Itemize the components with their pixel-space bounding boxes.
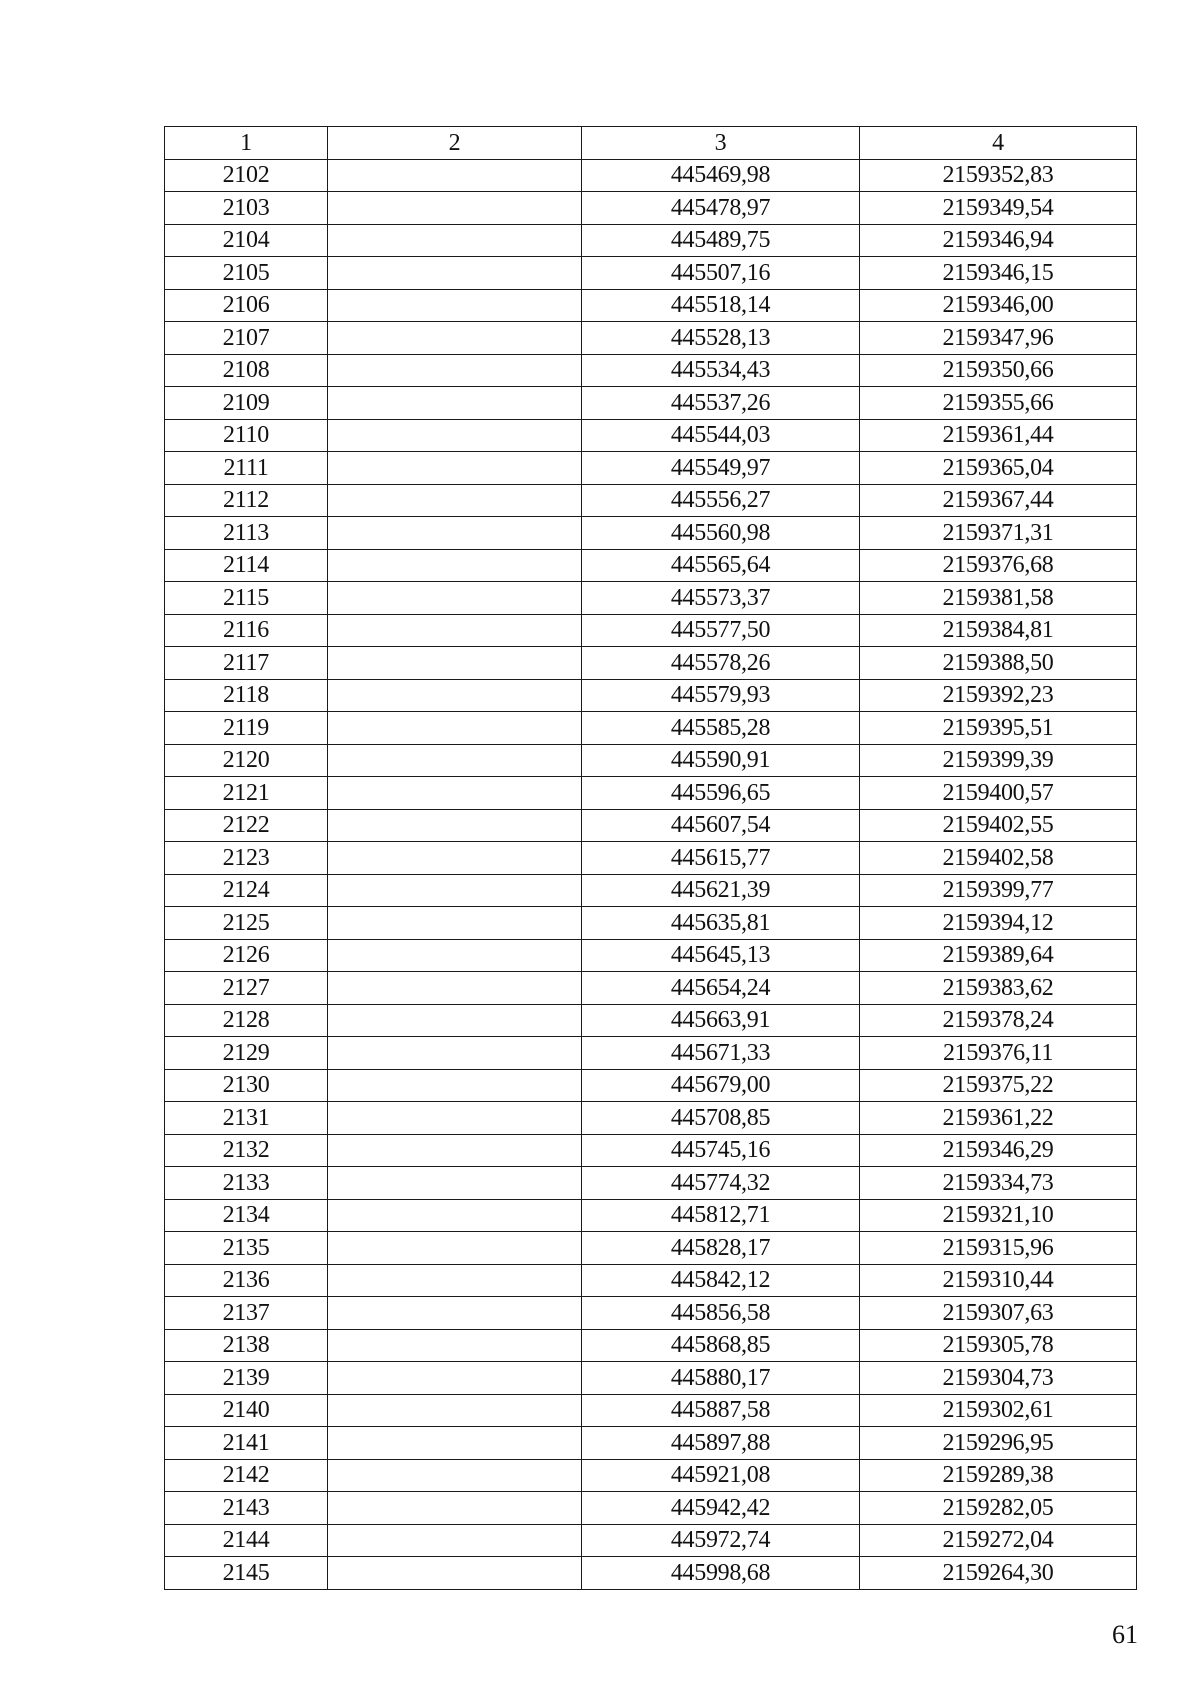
column-header-4: 4 [860,127,1137,160]
coordinate-x-cell: 445663,91 [582,1004,860,1037]
coordinate-y-cell: 2159315,96 [860,1232,1137,1265]
coordinate-y-cell: 2159389,64 [860,939,1137,972]
point-number-cell: 2142 [165,1459,328,1492]
coordinate-x-cell: 445621,39 [582,874,860,907]
table-row [165,907,1137,940]
table-row [165,1037,1137,1070]
table-row [165,1134,1137,1167]
coordinate-y-cell: 2159402,55 [860,809,1137,842]
point-number-cell: 2144 [165,1524,328,1557]
column-2-cell [328,972,582,1005]
column-2-cell [328,842,582,875]
point-number-cell: 2121 [165,777,328,810]
point-number-cell: 2109 [165,387,328,420]
coordinate-x-cell: 445469,98 [582,159,860,192]
point-number-cell: 2117 [165,647,328,680]
coordinate-y-cell: 2159378,24 [860,1004,1137,1037]
column-2-cell [328,712,582,745]
column-2-cell [328,257,582,290]
table-row [165,1459,1137,1492]
table-row [165,1004,1137,1037]
coordinate-y-cell: 2159264,30 [860,1557,1137,1590]
column-2-cell [328,1102,582,1135]
coordinate-y-cell: 2159375,22 [860,1069,1137,1102]
table-row [165,1362,1137,1395]
table-row [165,549,1137,582]
column-2-cell [328,452,582,485]
point-number-cell: 2114 [165,549,328,582]
coordinate-x-cell: 445565,64 [582,549,860,582]
column-2-cell [328,517,582,550]
coordinate-x-cell: 445544,03 [582,419,860,452]
column-2-cell [328,744,582,777]
point-number-cell: 2139 [165,1362,328,1395]
coordinate-x-cell: 445560,98 [582,517,860,550]
coordinate-x-cell: 445528,13 [582,322,860,355]
table-row [165,1199,1137,1232]
point-number-cell: 2137 [165,1297,328,1330]
point-number-cell: 2130 [165,1069,328,1102]
point-number-cell: 2125 [165,907,328,940]
table-row [165,452,1137,485]
coordinate-x-cell: 445556,27 [582,484,860,517]
table-row [165,712,1137,745]
point-number-cell: 2138 [165,1329,328,1362]
coordinate-y-cell: 2159392,23 [860,679,1137,712]
point-number-cell: 2106 [165,289,328,322]
coordinate-x-cell: 445596,65 [582,777,860,810]
point-number-cell: 2111 [165,452,328,485]
table-row [165,777,1137,810]
table-row [165,322,1137,355]
column-2-cell [328,484,582,517]
point-number-cell: 2136 [165,1264,328,1297]
column-2-cell [328,1557,582,1590]
coordinate-x-cell: 445897,88 [582,1427,860,1460]
column-2-cell [328,809,582,842]
column-header-3: 3 [582,127,860,160]
table-row [165,809,1137,842]
column-2-cell [328,874,582,907]
coordinate-x-cell: 445507,16 [582,257,860,290]
page-number: 61 [1112,1620,1138,1649]
point-number-cell: 2107 [165,322,328,355]
point-number-cell: 2123 [165,842,328,875]
coordinate-y-cell: 2159296,95 [860,1427,1137,1460]
coordinate-y-cell: 2159346,15 [860,257,1137,290]
coordinate-y-cell: 2159384,81 [860,614,1137,647]
table-row [165,419,1137,452]
table-row [165,842,1137,875]
coordinate-y-cell: 2159383,62 [860,972,1137,1005]
coordinate-y-cell: 2159346,94 [860,224,1137,257]
table-row [165,679,1137,712]
column-2-cell [328,1264,582,1297]
coordinate-y-cell: 2159376,11 [860,1037,1137,1070]
point-number-cell: 2128 [165,1004,328,1037]
coordinate-y-cell: 2159305,78 [860,1329,1137,1362]
column-2-cell [328,679,582,712]
coordinate-y-cell: 2159346,00 [860,289,1137,322]
coordinate-x-cell: 445671,33 [582,1037,860,1070]
coordinate-y-cell: 2159399,77 [860,874,1137,907]
point-number-cell: 2129 [165,1037,328,1070]
coordinate-y-cell: 2159304,73 [860,1362,1137,1395]
column-2-cell [328,1362,582,1395]
coordinate-x-cell: 445745,16 [582,1134,860,1167]
table-row [165,484,1137,517]
table-row [165,1167,1137,1200]
table-row [165,1329,1137,1362]
coordinate-x-cell: 445518,14 [582,289,860,322]
table-row [165,257,1137,290]
coordinate-x-cell: 445573,37 [582,582,860,615]
table-row [165,1492,1137,1525]
table-row [165,387,1137,420]
column-2-cell [328,1037,582,1070]
column-2-cell [328,1459,582,1492]
point-number-cell: 2116 [165,614,328,647]
coordinate-y-cell: 2159400,57 [860,777,1137,810]
coordinate-y-cell: 2159349,54 [860,192,1137,225]
column-2-cell [328,1199,582,1232]
table-row [165,582,1137,615]
coordinate-y-cell: 2159355,66 [860,387,1137,420]
column-2-cell [328,1394,582,1427]
coordinate-x-cell: 445856,58 [582,1297,860,1330]
coordinate-x-cell: 445578,26 [582,647,860,680]
column-header-1: 1 [165,127,328,160]
point-number-cell: 2103 [165,192,328,225]
coordinate-y-cell: 2159394,12 [860,907,1137,940]
point-number-cell: 2141 [165,1427,328,1460]
coordinate-y-cell: 2159367,44 [860,484,1137,517]
header-row [165,127,1137,160]
coordinate-x-cell: 445812,71 [582,1199,860,1232]
point-number-cell: 2102 [165,159,328,192]
coordinate-x-cell: 445645,13 [582,939,860,972]
column-2-cell [328,1329,582,1362]
coordinate-y-cell: 2159352,83 [860,159,1137,192]
column-2-cell [328,582,582,615]
column-2-cell [328,1134,582,1167]
table-row [165,517,1137,550]
coordinate-x-cell: 445828,17 [582,1232,860,1265]
coordinate-x-cell: 445537,26 [582,387,860,420]
table-header [165,127,1137,160]
coordinate-x-cell: 445635,81 [582,907,860,940]
coordinate-y-cell: 2159381,58 [860,582,1137,615]
coordinate-y-cell: 2159361,22 [860,1102,1137,1135]
table-row [165,159,1137,192]
coordinate-x-cell: 445708,85 [582,1102,860,1135]
table-row [165,939,1137,972]
coordinate-y-cell: 2159376,68 [860,549,1137,582]
point-number-cell: 2145 [165,1557,328,1590]
coordinate-y-cell: 2159395,51 [860,712,1137,745]
point-number-cell: 2119 [165,712,328,745]
point-number-cell: 2127 [165,972,328,1005]
point-number-cell: 2110 [165,419,328,452]
table-row [165,224,1137,257]
coordinate-y-cell: 2159302,61 [860,1394,1137,1427]
coordinate-y-cell: 2159289,38 [860,1459,1137,1492]
coordinate-y-cell: 2159272,04 [860,1524,1137,1557]
table-row [165,1427,1137,1460]
coordinate-x-cell: 445654,24 [582,972,860,1005]
coordinate-y-cell: 2159282,05 [860,1492,1137,1525]
point-number-cell: 2104 [165,224,328,257]
table-row [165,614,1137,647]
coordinate-y-cell: 2159361,44 [860,419,1137,452]
coordinate-y-cell: 2159307,63 [860,1297,1137,1330]
point-number-cell: 2120 [165,744,328,777]
point-number-cell: 2118 [165,679,328,712]
point-number-cell: 2135 [165,1232,328,1265]
point-number-cell: 2132 [165,1134,328,1167]
coordinate-x-cell: 445998,68 [582,1557,860,1590]
column-2-cell [328,1427,582,1460]
column-2-cell [328,614,582,647]
point-number-cell: 2133 [165,1167,328,1200]
coordinate-y-cell: 2159402,58 [860,842,1137,875]
coordinate-x-cell: 445842,12 [582,1264,860,1297]
table-row [165,647,1137,680]
point-number-cell: 2134 [165,1199,328,1232]
column-2-cell [328,907,582,940]
coordinate-x-cell: 445942,42 [582,1492,860,1525]
coordinate-x-cell: 445489,75 [582,224,860,257]
coordinate-x-cell: 445774,32 [582,1167,860,1200]
table-row [165,1069,1137,1102]
coordinate-y-cell: 2159334,73 [860,1167,1137,1200]
coordinate-y-cell: 2159350,66 [860,354,1137,387]
coordinate-y-cell: 2159347,96 [860,322,1137,355]
point-number-cell: 2126 [165,939,328,972]
coordinate-x-cell: 445880,17 [582,1362,860,1395]
coordinate-x-cell: 445615,77 [582,842,860,875]
point-number-cell: 2105 [165,257,328,290]
coordinate-y-cell: 2159365,04 [860,452,1137,485]
column-2-cell [328,939,582,972]
column-2-cell [328,322,582,355]
column-2-cell [328,159,582,192]
column-2-cell [328,1524,582,1557]
point-number-cell: 2113 [165,517,328,550]
coordinates-table [164,126,1137,1590]
column-2-cell [328,777,582,810]
coordinate-y-cell: 2159388,50 [860,647,1137,680]
coordinate-x-cell: 445577,50 [582,614,860,647]
table-row [165,1232,1137,1265]
point-number-cell: 2140 [165,1394,328,1427]
coordinate-y-cell: 2159371,31 [860,517,1137,550]
coordinate-y-cell: 2159346,29 [860,1134,1137,1167]
column-header-2: 2 [328,127,582,160]
point-number-cell: 2131 [165,1102,328,1135]
column-2-cell [328,1492,582,1525]
column-2-cell [328,289,582,322]
coordinate-x-cell: 445921,08 [582,1459,860,1492]
table-body [165,159,1137,1589]
point-number-cell: 2122 [165,809,328,842]
column-2-cell [328,1069,582,1102]
coordinate-x-cell: 445590,91 [582,744,860,777]
column-2-cell [328,387,582,420]
column-2-cell [328,1297,582,1330]
table-row [165,1102,1137,1135]
column-2-cell [328,647,582,680]
table-row [165,289,1137,322]
table-row [165,354,1137,387]
table-row [165,972,1137,1005]
table-row [165,744,1137,777]
point-number-cell: 2108 [165,354,328,387]
column-2-cell [328,1004,582,1037]
table-row [165,874,1137,907]
coordinate-x-cell: 445607,54 [582,809,860,842]
point-number-cell: 2115 [165,582,328,615]
point-number-cell: 2124 [165,874,328,907]
point-number-cell: 2143 [165,1492,328,1525]
table-row [165,1557,1137,1590]
table-row [165,1394,1137,1427]
coordinate-y-cell: 2159310,44 [860,1264,1137,1297]
table-row [165,1524,1137,1557]
table-row [165,1264,1137,1297]
point-number-cell: 2112 [165,484,328,517]
coordinate-x-cell: 445868,85 [582,1329,860,1362]
coordinate-x-cell: 445579,93 [582,679,860,712]
coordinate-x-cell: 445534,43 [582,354,860,387]
table-row [165,192,1137,225]
coordinate-y-cell: 2159399,39 [860,744,1137,777]
coordinate-y-cell: 2159321,10 [860,1199,1137,1232]
coordinate-x-cell: 445679,00 [582,1069,860,1102]
column-2-cell [328,549,582,582]
coordinate-x-cell: 445549,97 [582,452,860,485]
coordinate-x-cell: 445585,28 [582,712,860,745]
coordinate-x-cell: 445478,97 [582,192,860,225]
column-2-cell [328,419,582,452]
column-2-cell [328,1167,582,1200]
column-2-cell [328,192,582,225]
table-row [165,1297,1137,1330]
column-2-cell [328,224,582,257]
coordinate-x-cell: 445887,58 [582,1394,860,1427]
column-2-cell [328,1232,582,1265]
column-2-cell [328,354,582,387]
coordinate-x-cell: 445972,74 [582,1524,860,1557]
